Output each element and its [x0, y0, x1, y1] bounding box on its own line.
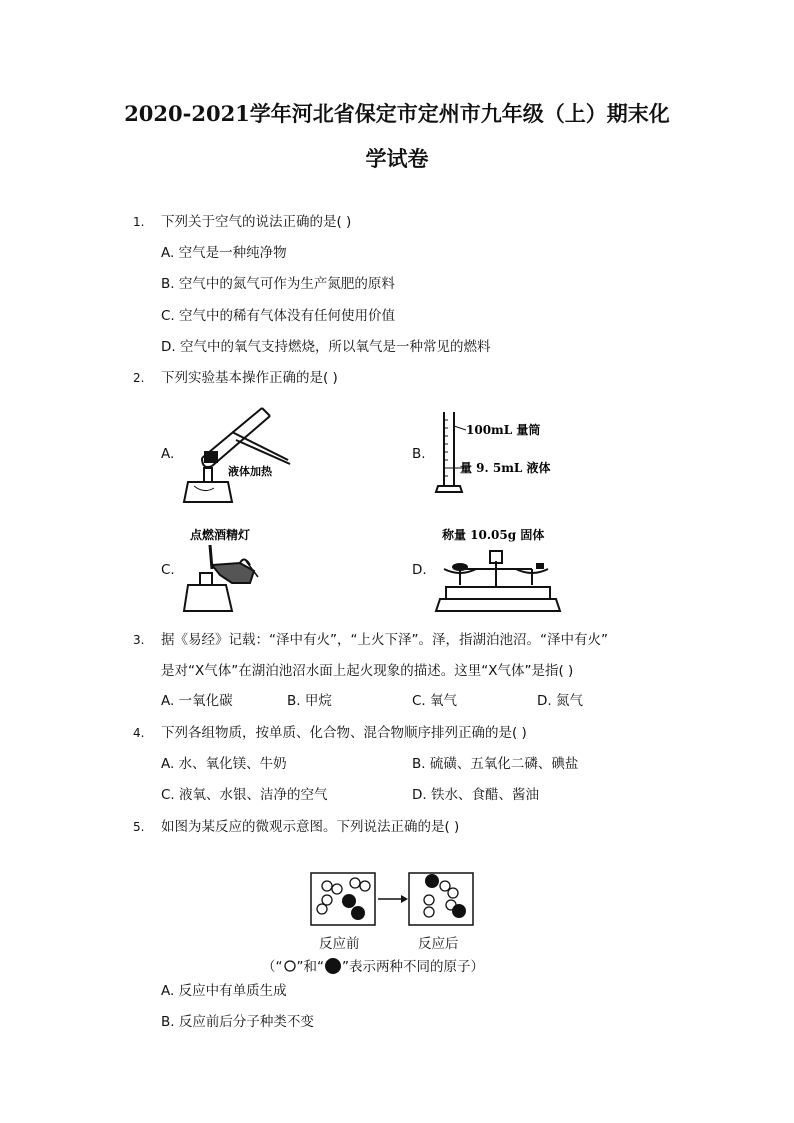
- q2-image-a-caption: 液体加热: [228, 465, 272, 478]
- q4-stem: 下列各组物质，按单质、化合物、混合物顺序排列正确的是( ): [161, 725, 527, 741]
- q5-legend-caption: [262, 955, 484, 975]
- q3-option-d: D. 氮气: [537, 693, 583, 709]
- title-line-1: 2020-2021学年河北省保定市定州市九年级（上）期末化: [124, 101, 670, 126]
- q2-label-d: D.: [412, 562, 427, 578]
- q2-image-a-liquid-heating: [180, 400, 300, 505]
- q5-stem: 如图为某反应的微观示意图。下列说法正确的是( ): [161, 819, 460, 835]
- q1-stem: 下列关于空气的说法正确的是( ): [161, 214, 352, 230]
- q4-option-c: C. 液氧、水银、洁净的空气: [161, 787, 328, 803]
- q2-image-b-top-label: 100mL 量筒: [466, 423, 541, 437]
- q5-caption-part-3: ”表示两种不同的原子）: [342, 959, 484, 975]
- q1-option-a: A. 空气是一种纯净物: [161, 245, 287, 261]
- black-atom-icon: [324, 957, 342, 975]
- q5-reaction-diagram: [305, 868, 485, 932]
- after-box: [409, 873, 473, 925]
- q3-option-c: C. 氧气: [412, 693, 458, 709]
- q2-image-c-caption: 点燃酒精灯: [190, 528, 251, 542]
- q2-image-d-balance: [432, 525, 572, 617]
- q4-option-a: A. 水、氧化镁、牛奶: [161, 756, 287, 772]
- q5-option-a: A. 反应中有单质生成: [161, 983, 287, 999]
- q2-image-b-cylinder: [432, 408, 572, 498]
- q5-caption-part-1: （“: [262, 959, 283, 975]
- q3-stem-line-1: 据《易经》记载：“泽中有火”，“上火下泽”。泽，指湖泊池沼。“泽中有火”: [161, 632, 608, 648]
- q2-image-c-alcohol-lamp: [180, 525, 295, 617]
- q1-option-b: B. 空气中的氮气可作为生产氮肥的原料: [161, 276, 395, 292]
- white-atom-icon: [283, 959, 297, 973]
- q5-caption-part-2: ”和“: [296, 959, 324, 975]
- q2-label-b: B.: [412, 446, 426, 462]
- q1-option-c: C. 空气中的稀有气体没有任何使用价值: [161, 308, 396, 324]
- q3-option-a: A. 一氧化碳: [161, 693, 233, 709]
- title-line-2: 学试卷: [365, 146, 429, 171]
- q2-stem: 下列实验基本操作正确的是( ): [161, 370, 338, 386]
- q2-label-a: A.: [161, 446, 175, 462]
- q3-option-b: B. 甲烷: [287, 693, 332, 709]
- q4-option-b: B. 硫磺、五氧化二磷、碘盐: [412, 756, 579, 772]
- q2-label-c: C.: [161, 562, 175, 578]
- q4-option-d: D. 铁水、食醋、酱油: [412, 787, 539, 803]
- q3-stem-line-2: 是对“X气体”在湖泊池沼水面上起火现象的描述。这里“X气体”是指( ): [161, 663, 574, 679]
- q1-option-d: D. 空气中的氧气支持燃烧，所以氧气是一种常见的燃料: [161, 339, 491, 355]
- q2-image-d-caption: 称量 10.05g 固体: [442, 528, 545, 542]
- arrow-head-icon: [401, 895, 408, 903]
- q3-number: 3.: [133, 633, 145, 647]
- q5-after-label: 反应后: [418, 936, 459, 952]
- q5-before-label: 反应前: [319, 936, 360, 952]
- q1-number: 1.: [133, 215, 145, 229]
- q5-option-b: B. 反应前后分子种类不变: [161, 1014, 314, 1030]
- q5-number: 5.: [133, 820, 145, 834]
- q4-number: 4.: [133, 726, 145, 740]
- q2-number: 2.: [133, 371, 145, 385]
- q2-image-b-bottom-label: 量 9. 5mL 液体: [460, 461, 551, 475]
